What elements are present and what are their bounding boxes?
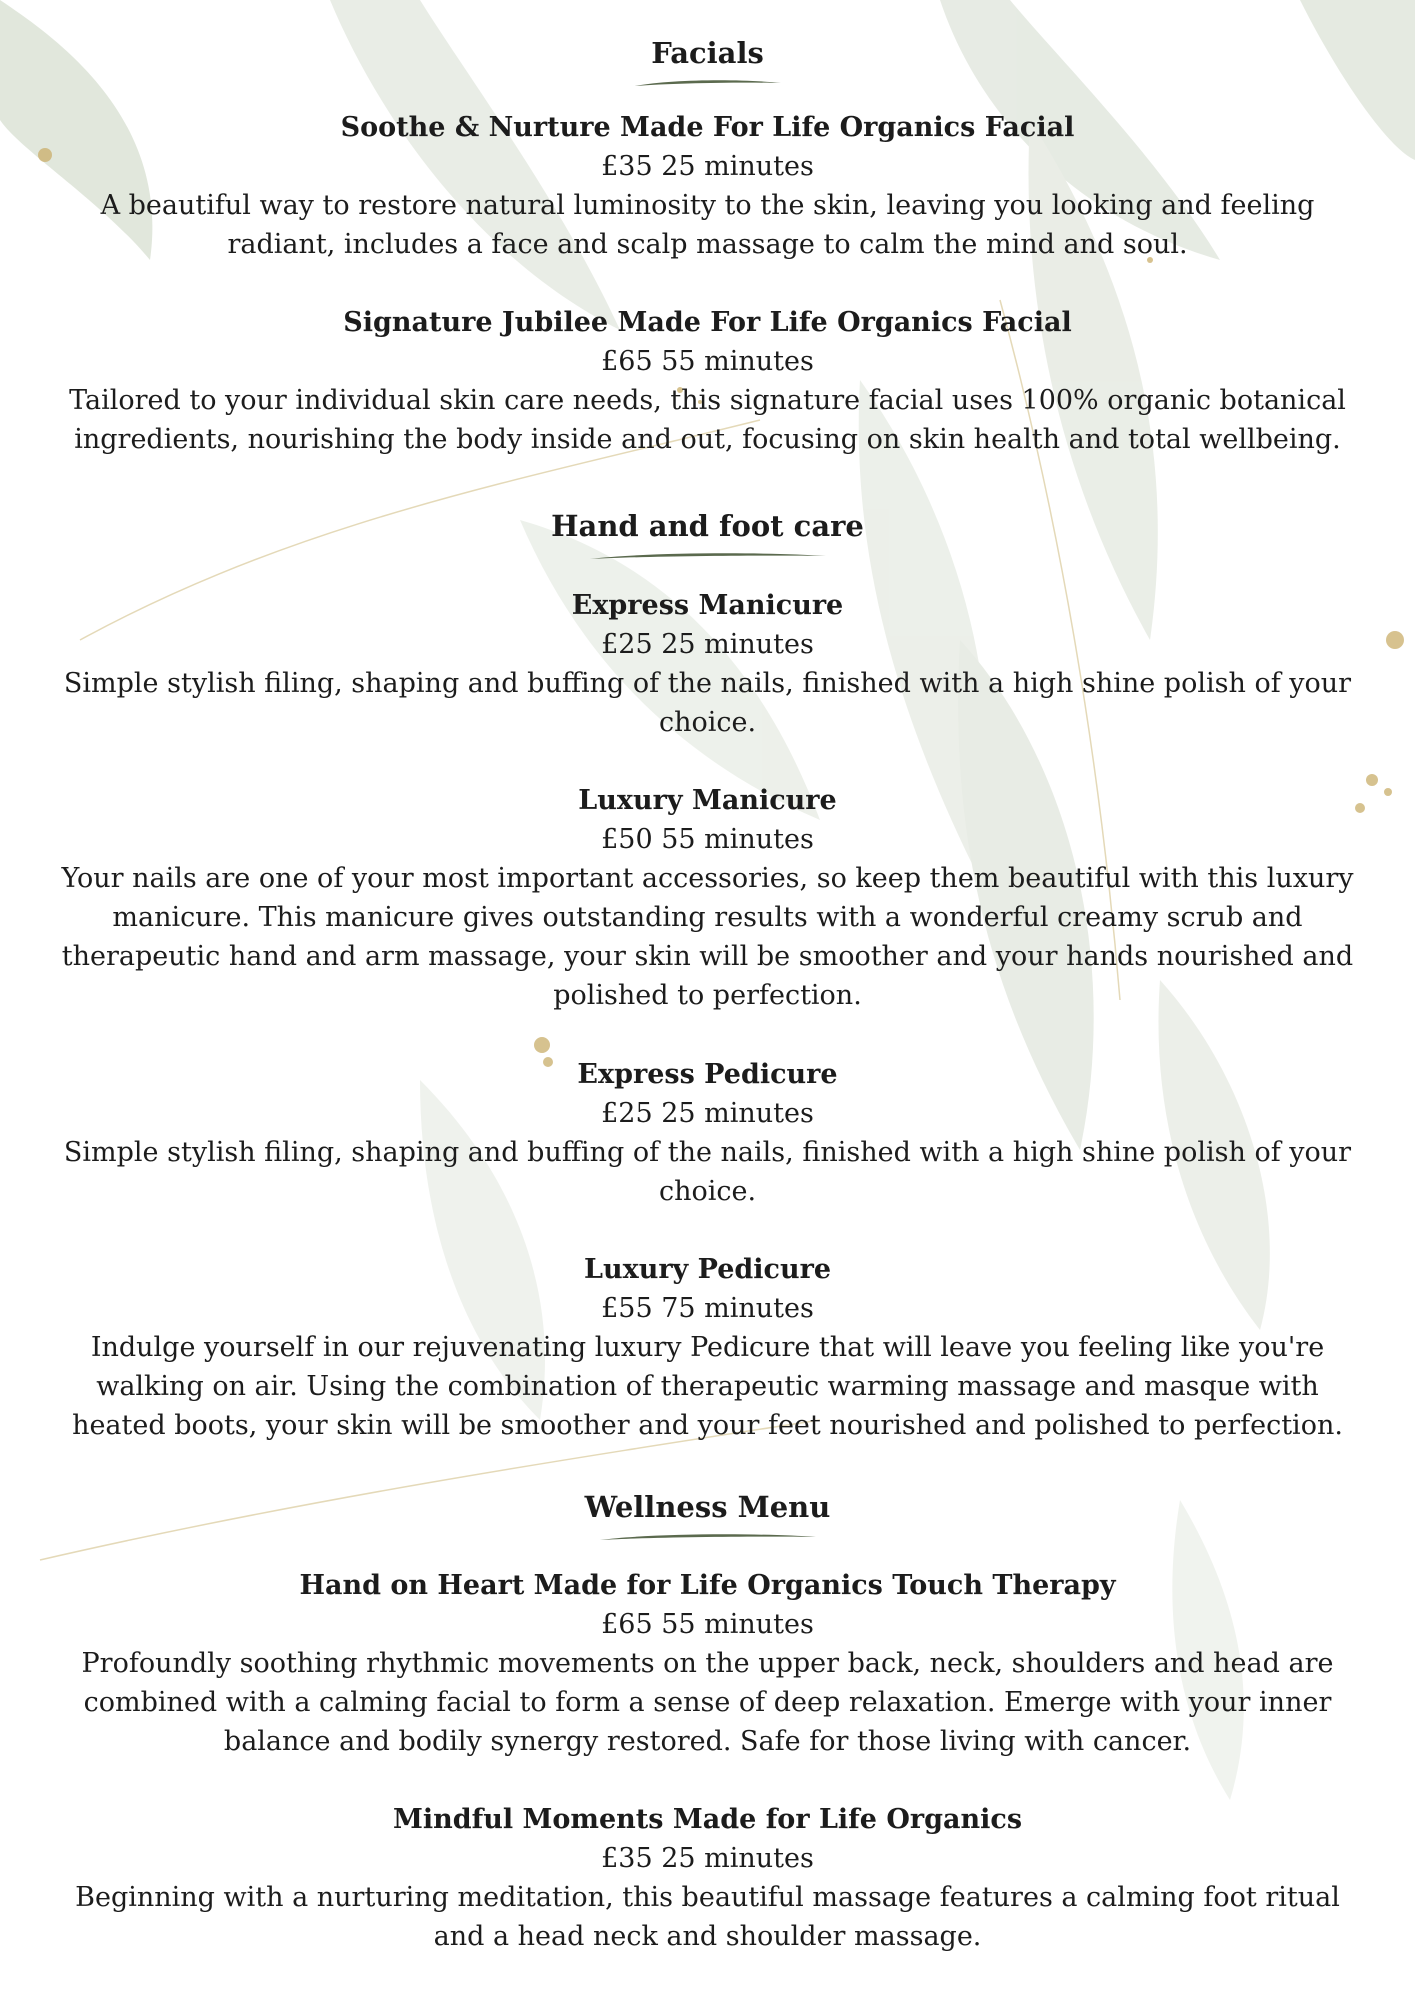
treatment-item [60,108,1355,264]
flourish-divider [598,1531,818,1543]
treatment-name: Express Pedicure [577,1059,838,1090]
treatment-name: Soothe & Nurture Made For Life Organics Facial [340,112,1075,143]
treatment-item [60,586,1355,742]
treatment-name: Signature Jubilee Made For Life Organics Facial [343,307,1072,338]
treatment-description: Profoundly soothing rhythmic movements on the upper back, neck, shoulders and head are combined with a calming facial to form a sense of deep relaxation. Emerge with your inner balance and bodily synergy restored. Safe for those living with cancer. [81,1648,1334,1757]
section-title: Wellness Menu [584,1490,831,1524]
treatment-price: £25 25 minutes [601,1098,814,1129]
treatment-price: £35 25 minutes [601,151,814,182]
treatment-price: £35 25 minutes [601,1843,814,1874]
treatment-item [60,1250,1355,1445]
treatment-price: £65 55 minutes [601,346,814,377]
flourish-divider [633,77,783,89]
section-facials-heading [0,33,1415,89]
treatment-item [60,1800,1355,1956]
treatment-item [60,1055,1355,1211]
treatment-item [60,781,1355,1015]
flourish-divider [588,550,828,562]
treatment-price: £65 55 minutes [601,1609,814,1640]
treatment-price: £50 55 minutes [601,824,814,855]
treatment-item [60,1566,1355,1761]
section-title: Hand and foot care [551,509,864,543]
treatment-name: Mindful Moments Made for Life Organics [392,1804,1023,1835]
treatment-name: Luxury Pedicure [583,1254,832,1285]
treatment-description: Your nails are one of your most important accessories, so keep them beautiful with this luxury manicure. This manicure gives outstanding results with a wonderful creamy scrub and therapeutic hand and arm massage, your skin will be smoother and your hands nourished and polished to perfection. [61,863,1354,1011]
treatment-description: Simple stylish filing, shaping and buffing of the nails, finished with a high shine polish of your choice. [63,668,1352,738]
treatment-name: Hand on Heart Made for Life Organics Touch Therapy [299,1570,1116,1601]
treatment-name: Luxury Manicure [578,785,837,816]
treatment-price: £55 75 minutes [601,1293,814,1324]
treatment-name: Express Manicure [571,590,844,621]
treatment-price: £25 25 minutes [601,629,814,660]
section-title: Facials [651,36,764,70]
treatment-description: A beautiful way to restore natural luminosity to the skin, leaving you looking and feeling radiant, includes a face and scalp massage to calm the mind and soul. [100,190,1315,260]
section-hand-foot-heading [0,506,1415,562]
treatment-description: Beginning with a nurturing meditation, this beautiful massage features a calming foot ritual and a head neck and shoulder massage. [75,1882,1340,1952]
treatment-item [60,303,1355,459]
treatment-description: Tailored to your individual skin care needs, this signature facial uses 100% organic botanical ingredients, nourishing the body inside and out, focusing on skin health and total wellbeing. [69,385,1346,455]
section-wellness-heading [0,1487,1415,1543]
treatment-description: Indulge yourself in our rejuvenating luxury Pedicure that will leave you feeling like you're walking on air. Using the combination of therapeutic warming massage and masque with heated boots, your skin will be smoother and your feet nourished and polished to perfection. [72,1332,1343,1441]
treatment-description: Simple stylish filing, shaping and buffing of the nails, finished with a high shine polish of your choice. [63,1137,1352,1207]
